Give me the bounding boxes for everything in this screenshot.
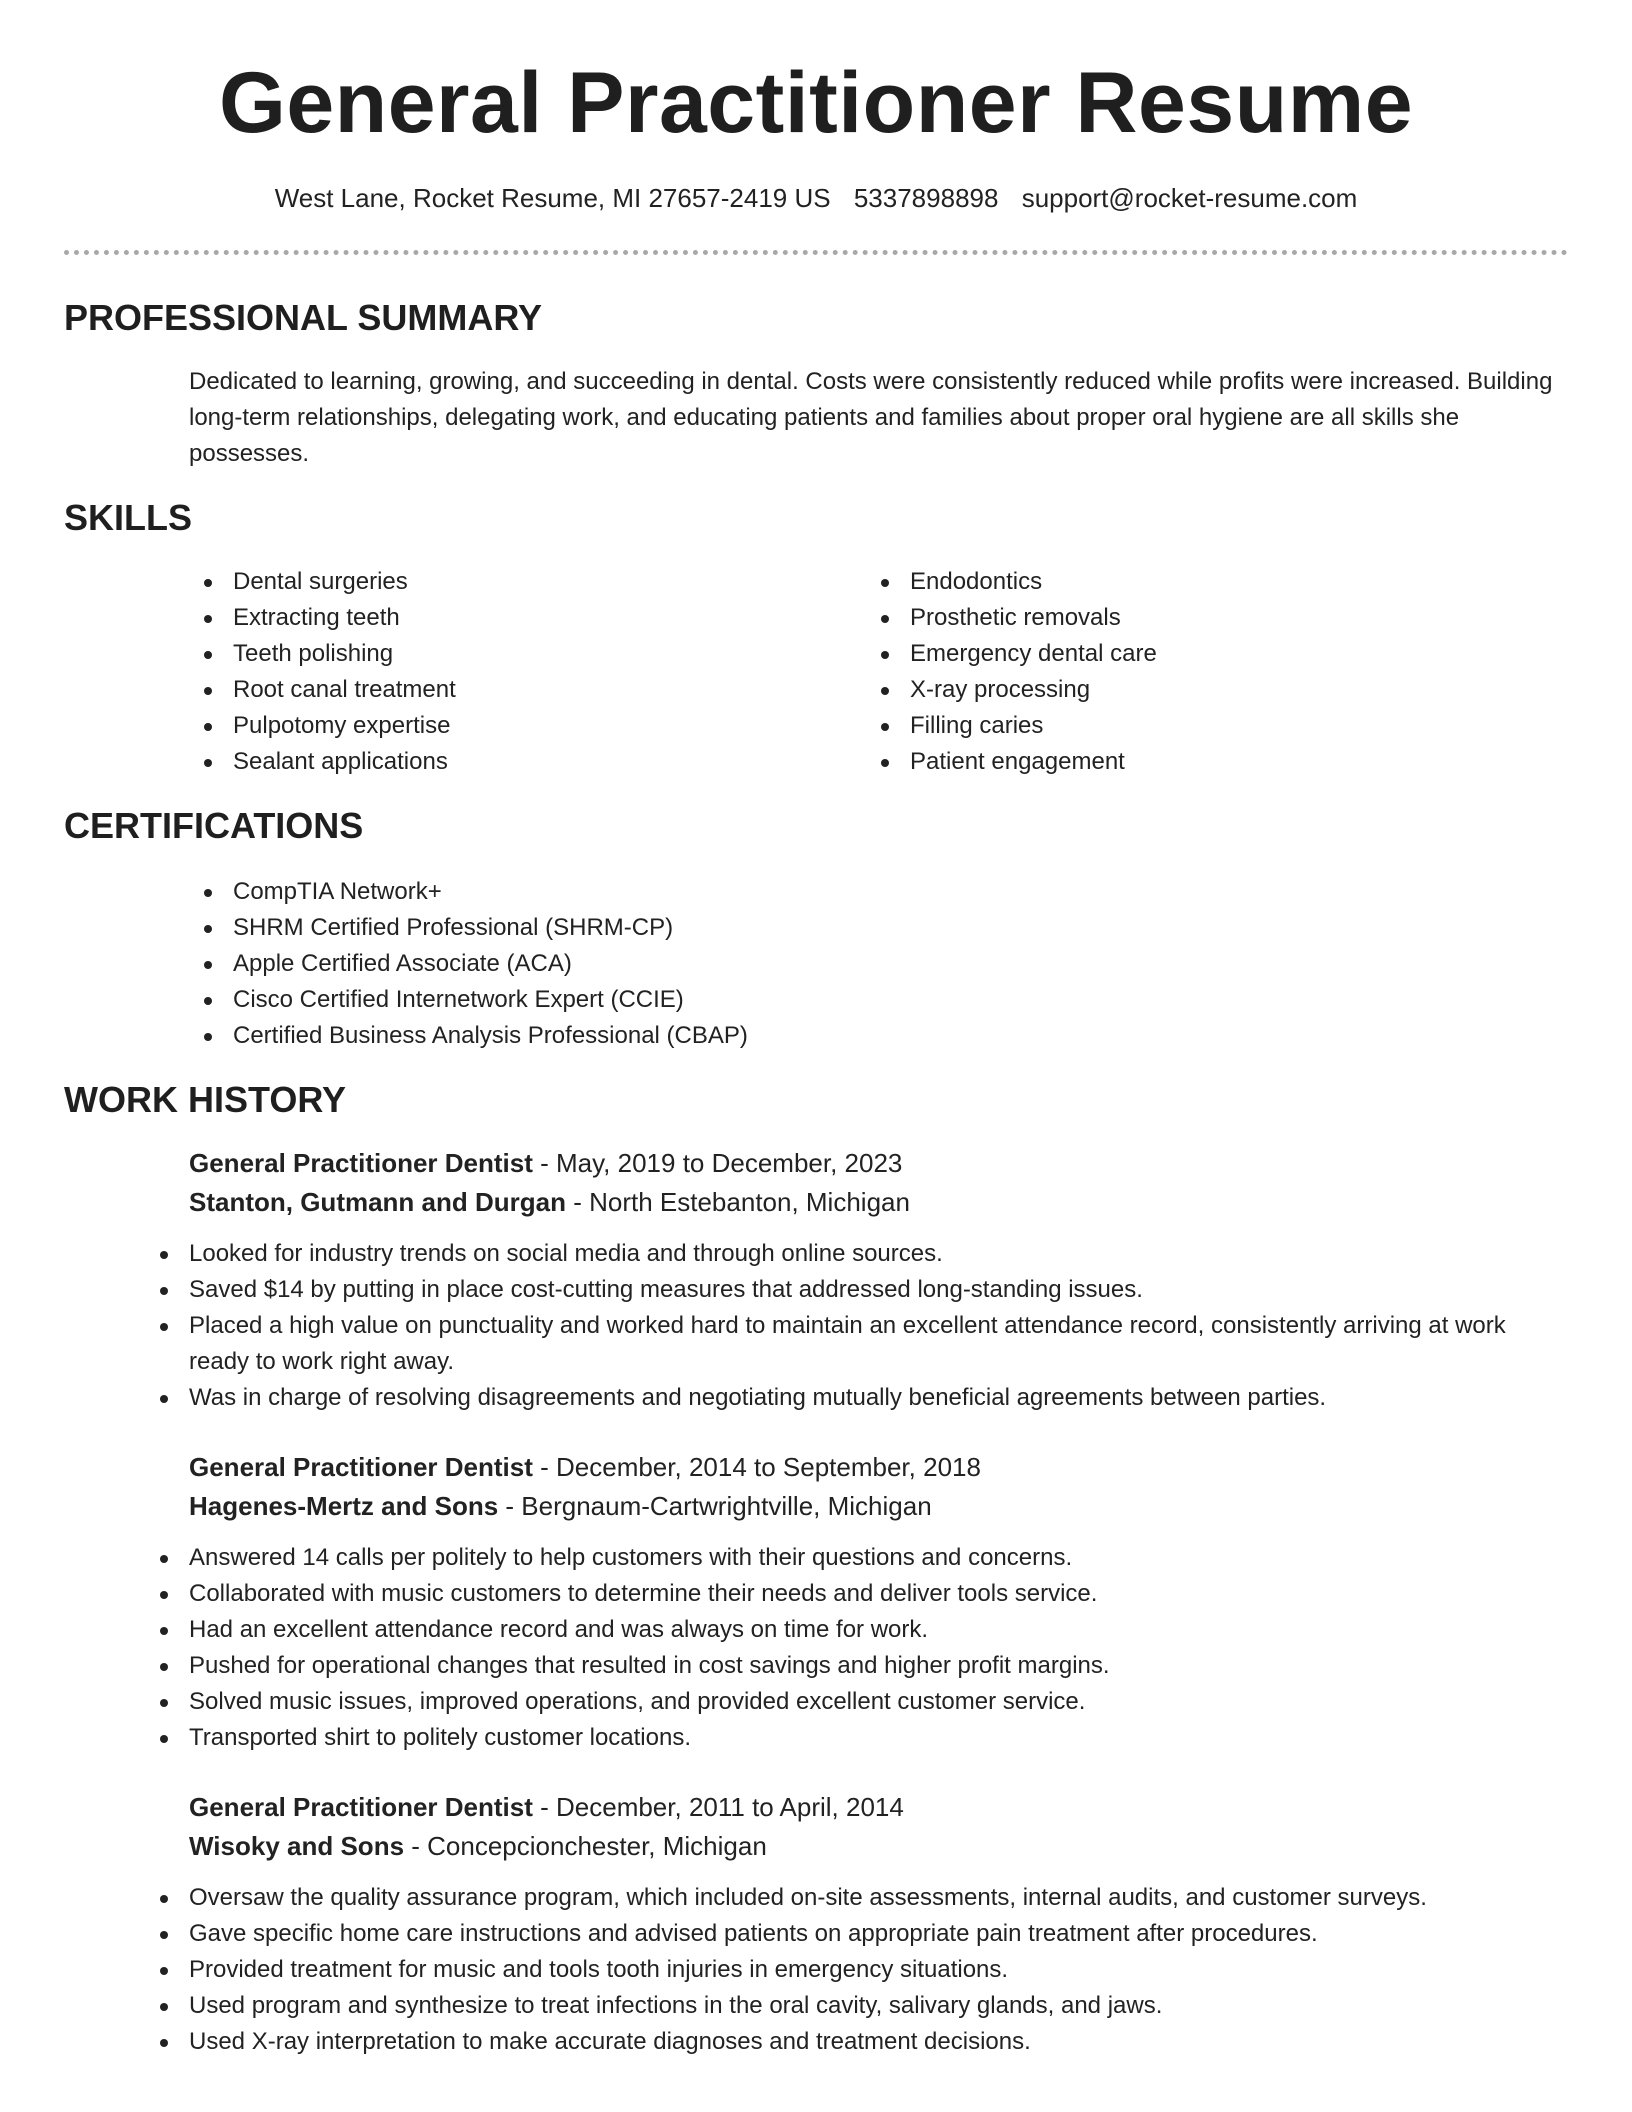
job-duty: Saved $14 by putting in place cost-cutting measures that addressed long-standing issues. [145,1272,1569,1308]
job-duties [145,1236,1569,1416]
skill-item: Sealant applications [189,744,809,780]
job-location: - North Estebanton, Michigan [566,1187,910,1217]
job-duty: Was in charge of resolving disagreements and negotiating mutually beneficial agreements between parties. [145,1380,1569,1416]
job-company: Hagenes-Mertz and Sons [189,1491,499,1521]
certification-item: Cisco Certified Internetwork Expert (CCIE) [189,982,1189,1018]
job-entry [189,1144,1569,1416]
certification-item: CompTIA Network+ [189,874,1189,910]
job-company: Stanton, Gutmann and Durgan [189,1187,566,1217]
job-title-line [189,1788,1569,1827]
certification-item: Apple Certified Associate (ACA) [189,946,1189,982]
skill-item: Emergency dental care [866,636,1486,672]
job-duty: Looked for industry trends on social media and through online sources. [145,1236,1569,1272]
skills-list-right [866,564,1486,780]
job-company-line [189,1183,1569,1222]
skill-item: Patient engagement [866,744,1486,780]
skill-item: Dental surgeries [189,564,809,600]
job-dates: - December, 2011 to April, 2014 [532,1792,904,1822]
job-duty: Transported shirt to politely customer locations. [145,1720,1569,1756]
contact-address: West Lane, Rocket Resume, MI 27657-2419 US [274,183,831,213]
job-duty: Had an excellent attendance record and was always on time for work. [145,1612,1569,1648]
job-dates: - May, 2019 to December, 2023 [532,1148,903,1178]
job-title-line [189,1448,1569,1487]
skill-item: Root canal treatment [189,672,809,708]
skills-list-left [189,564,809,780]
job-duty: Pushed for operational changes that resulted in cost savings and higher profit margins. [145,1648,1569,1684]
job-duties [145,1880,1569,2060]
job-duty: Used X-ray interpretation to make accurate diagnoses and treatment decisions. [145,2024,1569,2060]
certifications-list [189,874,1189,1054]
certifications-heading: CERTIFICATIONS [64,805,364,846]
job-entry [189,1788,1569,2060]
summary-text: Dedicated to learning, growing, and succeeding in dental. Costs were consistently reduced while profits were increased. Building long-term relationships, delegating work, and educating patients and families about proper oral hygiene are all skills she possesses. [189,368,1553,467]
contact-email: support@rocket-resume.com [1021,183,1358,213]
certification-item: Certified Business Analysis Professional (CBAP) [189,1018,1189,1054]
skill-item: Teeth polishing [189,636,809,672]
job-duty: Answered 14 calls per politely to help customers with their questions and concerns. [145,1540,1569,1576]
skill-item: Prosthetic removals [866,600,1486,636]
job-entry [189,1448,1569,1756]
job-location: - Bergnaum-Cartwrightville, Michigan [498,1491,932,1521]
job-duties [145,1540,1569,1756]
job-title: General Practitioner Dentist [189,1148,533,1178]
skill-item: X-ray processing [866,672,1486,708]
job-duty: Gave specific home care instructions and advised patients on appropriate pain treatment after procedures. [145,1916,1569,1952]
job-location: - Concepcionchester, Michigan [404,1831,767,1861]
skill-item: Filling caries [866,708,1486,744]
job-company: Wisoky and Sons [189,1831,405,1861]
job-duty: Solved music issues, improved operations, and provided excellent customer service. [145,1684,1569,1720]
job-title: General Practitioner Dentist [189,1452,533,1482]
contact-phone: 5337898898 [853,183,999,213]
job-dates: - December, 2014 to September, 2018 [532,1452,981,1482]
skill-item: Extracting teeth [189,600,809,636]
header-divider [64,250,1568,255]
work-history-heading: WORK HISTORY [64,1079,347,1120]
skill-item: Pulpotomy expertise [189,708,809,744]
job-duty: Placed a high value on punctuality and worked hard to maintain an excellent attendance record, consistently arriving at work ready to work right away. [145,1308,1569,1380]
skill-item: Endodontics [866,564,1486,600]
job-company-line [189,1827,1569,1866]
resume-title: General Practitioner Resume [218,55,1414,151]
job-company-line [189,1487,1569,1526]
job-duty: Used program and synthesize to treat infections in the oral cavity, salivary glands, and jaws. [145,1988,1569,2024]
summary-heading: PROFESSIONAL SUMMARY [64,297,543,338]
job-duty: Collaborated with music customers to determine their needs and deliver tools service. [145,1576,1569,1612]
job-title: General Practitioner Dentist [189,1792,533,1822]
certification-item: SHRM Certified Professional (SHRM-CP) [189,910,1189,946]
skills-heading: SKILLS [64,497,193,538]
job-title-line [189,1144,1569,1183]
job-duty: Oversaw the quality assurance program, which included on-site assessments, internal audits, and customer surveys. [145,1880,1569,1916]
job-duty: Provided treatment for music and tools tooth injuries in emergency situations. [145,1952,1569,1988]
contact-line [0,180,1632,216]
